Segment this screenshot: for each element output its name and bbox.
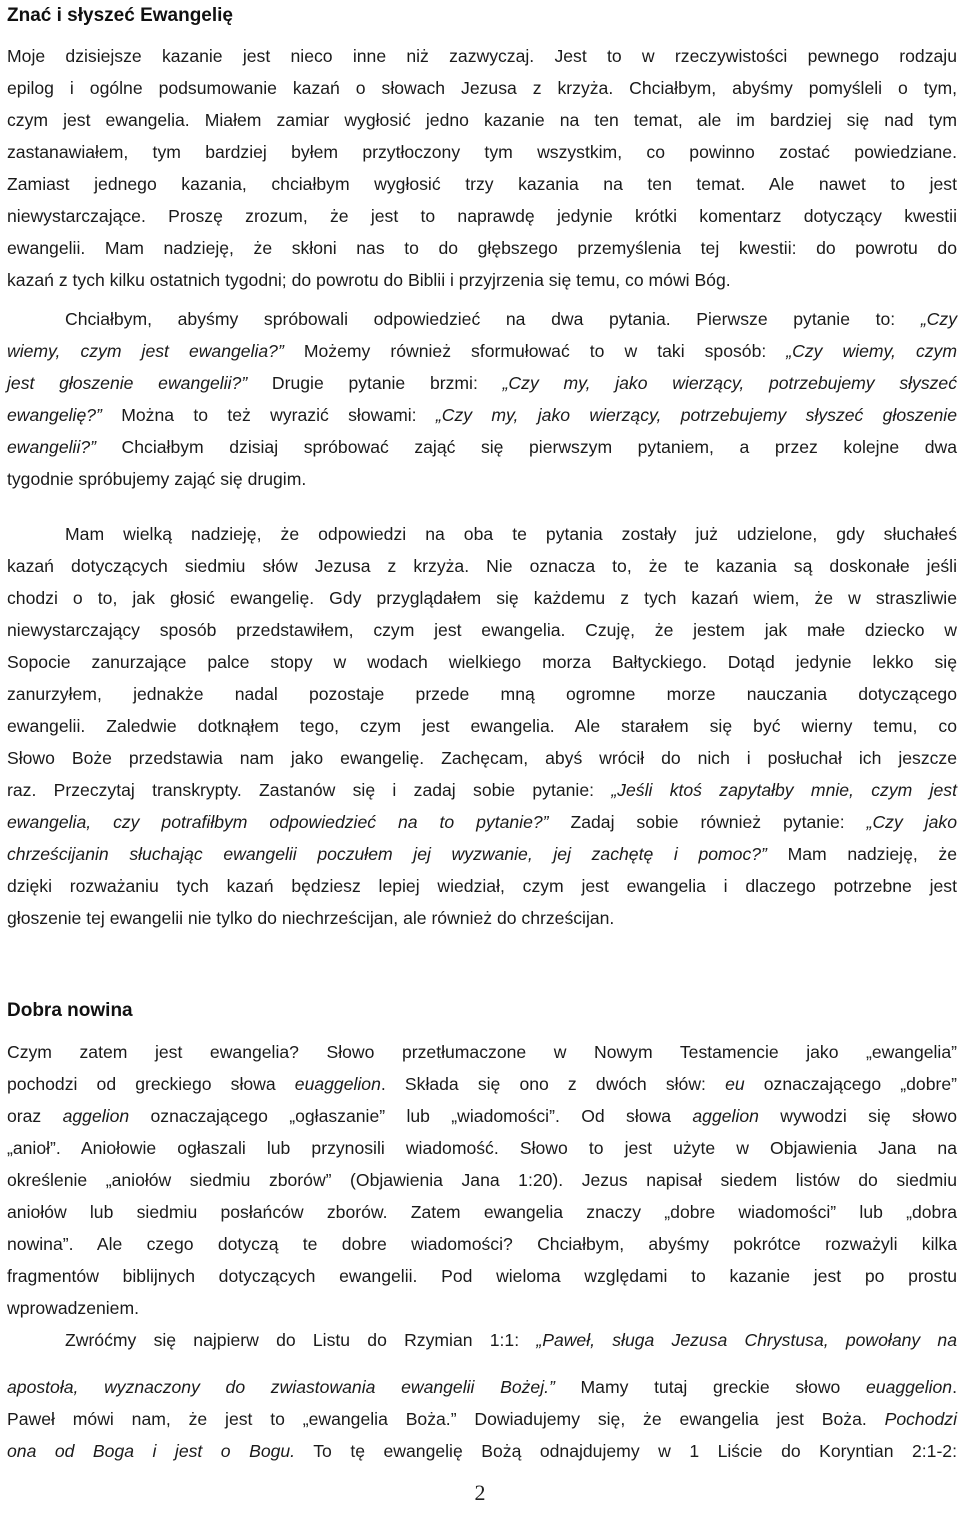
text-segment: Chciałbym, abyśmy spróbowali odpowiedzieć na dwa pytania. Pierwsze pytanie to: [65, 309, 921, 329]
text-segment: aniołów lub siedmiu posłańców zborów. Zatem ewangelia znaczy „dobre wiadomości” lub „dobra [7, 1202, 957, 1222]
text-segment: chodzi o to, jak głosić ewangelię. Gdy przyglądałem się każdemu z tych kazań wiem, że w straszliwie [7, 588, 957, 608]
italic-text: aggelion [62, 1106, 130, 1126]
italic-text: ona od Boga i jest o Bogu. [7, 1441, 296, 1461]
text-line [7, 1200, 957, 1224]
text-segment: Mam nadzieję, że [766, 844, 957, 864]
text-line [7, 842, 957, 866]
text-segment: raz. Przeczytaj transkrypty. Zastanów się i zadaj sobie pytanie: [7, 780, 612, 800]
italic-text: chrześcijanin słuchając ewangelii poczułem jej wyzwanie, jej zachętę i pomoc?” [7, 844, 767, 864]
text-line [7, 682, 957, 706]
text-line [7, 1072, 957, 1096]
text-line [7, 906, 957, 930]
section-heading-znac-i-slyszec: Znać i słyszeć Ewangelię [7, 5, 233, 26]
italic-text: ewangelia, czy potrafiłbym odpowiedzieć na to pytanie?” [7, 812, 549, 832]
text-line [7, 467, 957, 491]
text-segment: czym jest ewangelia. Miałem zamiar wygłosić jedno kazanie na ten temat, ale im bardziej się nad tym [7, 110, 957, 130]
italic-text: jest głoszenie ewangelii?” [7, 373, 248, 393]
text-segment: Paweł mówi nam, że jest to „ewangelia Boża.” Dowiadujemy się, że ewangelia jest Boża. [7, 1409, 885, 1429]
text-segment: epilog i ogólne podsumowanie kazań o słowach Jezusa z krzyża. Chciałbym, abyśmy pomyśleli o tym, [7, 78, 957, 98]
text-line [7, 108, 957, 132]
italic-text: ewangelię?” [7, 405, 102, 425]
text-line [7, 714, 957, 738]
text-line [7, 1040, 957, 1064]
text-line [7, 1407, 957, 1431]
text-line [7, 1375, 957, 1399]
italic-text: apostoła, wyznaczony do zwiastowania ewangelii Bożej.” [7, 1377, 555, 1397]
text-segment: pochodzi od greckiego słowa [7, 1074, 295, 1094]
text-segment: głoszenie tej ewangelii nie tylko do niechrześcijan, ale również do chrześcijan. [7, 908, 615, 928]
text-line [7, 1136, 957, 1160]
text-segment: niewystarczający sposób przedstawiłem, czym jest ewangelia. Czuję, że jestem jak małe dziecko w [7, 620, 957, 640]
text-segment: nowina”. Ale czego dotyczą te dobre wiadomości? Chciałbym, abyśmy pokrótce rozważyli kilka [7, 1234, 957, 1254]
text-segment: zanurzyłem, jednakże nadal pozostaje przede mną ogromne morze nauczania dotyczącego [7, 684, 957, 704]
italic-text: aggelion [692, 1106, 759, 1126]
text-segment: Czym zatem jest ewangelia? Słowo przetłumaczone w Nowym Testamencie jako „ewangelia” [7, 1042, 957, 1062]
text-segment: określenie „aniołów siedmiu zborów” (Objawienia Jana 1:20). Jezus napisał siedem listów do siedmiu [7, 1170, 957, 1190]
text-segment: Zamiast jednego kazania, chciałbym wygłosić trzy kazania na ten temat. Ale nawet to jest [7, 174, 957, 194]
text-segment: tygodnie spróbujemy zająć się drugim. [7, 469, 307, 489]
text-line [7, 435, 957, 459]
text-segment: Drugie pytanie brzmi: [247, 373, 503, 393]
text-line [7, 44, 957, 68]
text-segment: To tę ewangelię Bożą odnajdujemy w 1 Liście do Koryntian 2:1-2: [295, 1441, 957, 1461]
text-segment: Można to też wyrazić słowami: [101, 405, 436, 425]
text-segment: Mamy tutaj greckie słowo [554, 1377, 866, 1397]
text-segment: Zwróćmy się najpierw do Listu do Rzymian 1:1: [65, 1330, 537, 1350]
italic-text: eu [725, 1074, 745, 1094]
italic-text: ewangelii?” [7, 437, 96, 457]
text-line [7, 371, 957, 395]
text-segment: kazań dotyczących siedmiu słów Jezusa z krzyża. Nie oznacza to, że te kazania są doskonałe jeśli [7, 556, 957, 576]
text-line [7, 874, 957, 898]
text-segment: Moje dzisiejsze kazanie jest nieco inne niż zazwyczaj. Jest to w rzeczywistości pewnego rodzaju [7, 46, 957, 66]
section-heading-dobra-nowina: Dobra nowina [7, 1000, 133, 1021]
text-segment: Zadaj sobie również pytanie: [548, 812, 867, 832]
text-segment: Mam wielką nadzieję, że odpowiedzi na oba te pytania zostały już udzielone, gdy słuchałeś [65, 524, 957, 544]
italic-text: euaggelion [866, 1377, 953, 1397]
text-line [7, 810, 957, 834]
italic-text: euaggelion [294, 1074, 381, 1094]
italic-text: wiemy, czym jest ewangelia?” [7, 341, 284, 361]
text-line [7, 307, 957, 331]
text-segment: niewystarczające. Proszę zrozum, że jest to naprawdę jedynie krótki komentarz dotyczący kwestii [7, 206, 957, 226]
text-line [7, 554, 957, 578]
text-line [7, 778, 957, 802]
text-segment: ewangelii. Mam nadzieję, że skłoni nas to do głębszego przemyślenia tej kwestii: do powrotu do [7, 238, 957, 258]
text-line [7, 1328, 957, 1352]
text-segment: Chciałbym dzisiaj spróbować zająć się pierwszym pytaniem, a przez kolejne dwa [96, 437, 957, 457]
text-line [7, 140, 957, 164]
italic-text: „Czy my, jako wierzący, potrzebujemy słyszeć [502, 373, 958, 393]
italic-text: „Czy jako [866, 812, 957, 832]
text-segment: dzięki rozważaniu tych kazań będziesz lepiej wiedział, czym jest ewangelia i dlaczego potrzebne jest [7, 876, 957, 896]
italic-text: Pochodzi [884, 1409, 957, 1429]
text-line [7, 76, 957, 100]
text-segment: oznaczającego „ogłaszanie” lub „wiadomości”. Od słowa [129, 1106, 693, 1126]
text-line [7, 586, 957, 610]
text-line [7, 618, 957, 642]
text-segment: oznaczającego „dobre” [744, 1074, 957, 1094]
text-line [7, 172, 957, 196]
text-line [7, 650, 957, 674]
italic-text: „Jeśli ktoś zapytałby mnie, czym jest [611, 780, 957, 800]
text-line [7, 1439, 957, 1463]
italic-text: „Czy my, jako wierzący, potrzebujemy słyszeć głoszenie [435, 405, 957, 425]
text-line [7, 1264, 957, 1288]
page-number: 2 [474, 1480, 486, 1505]
text-line [7, 1168, 957, 1192]
text-line [7, 1104, 957, 1128]
text-line [7, 339, 957, 363]
text-line [7, 403, 957, 427]
text-segment: wywodzi się słowo [758, 1106, 957, 1126]
text-segment: oraz [7, 1106, 63, 1126]
italic-text: „Paweł, sługa Jezusa Chrystusa, powołany na [536, 1330, 957, 1350]
text-line [7, 236, 957, 260]
text-segment: „anioł”. Aniołowie ogłaszali lub przynosili wiadomość. Słowo to jest użyte w Objawienia Jana na [7, 1138, 957, 1158]
text-segment: Możemy również sformułować to w taki sposób: [283, 341, 787, 361]
text-line [7, 1296, 957, 1320]
text-line [7, 204, 957, 228]
text-segment: Sopocie zanurzające palce stopy w wodach wielkiego morza Bałtyckiego. Dotąd jedynie lekko się [7, 652, 957, 672]
text-line [7, 1232, 957, 1256]
text-segment: kazań z tych kilku ostatnich tygodni; do powrotu do Biblii i przyjrzenia się temu, co mówi Bóg. [7, 270, 731, 290]
text-segment: fragmentów biblijnych dotyczących ewangelii. Pod wieloma względami to kazanie jest po prostu [7, 1266, 957, 1286]
italic-text: „Czy [920, 309, 957, 329]
text-segment: wprowadzeniem. [7, 1298, 140, 1318]
text-line [7, 268, 957, 292]
italic-text: „Czy wiemy, czym [786, 341, 957, 361]
text-segment: ewangelii. Zaledwie dotknąłem tego, czym jest ewangelia. Ale starałem się być wierny temu, co [7, 716, 957, 736]
text-line [7, 522, 957, 546]
text-segment: . Składa się ono z dwóch słów: [380, 1074, 726, 1094]
text-line [7, 746, 957, 770]
text-segment: Słowo Boże przedstawia nam jako ewangelię. Zachęcam, abyś wrócił do nich i posłuchał ich jeszcze [7, 748, 957, 768]
text-segment: . [952, 1377, 957, 1397]
text-segment: zastanawiałem, tym bardziej byłem przytłoczony tym wszystkim, co powinno zostać powiedziane. [7, 142, 957, 162]
